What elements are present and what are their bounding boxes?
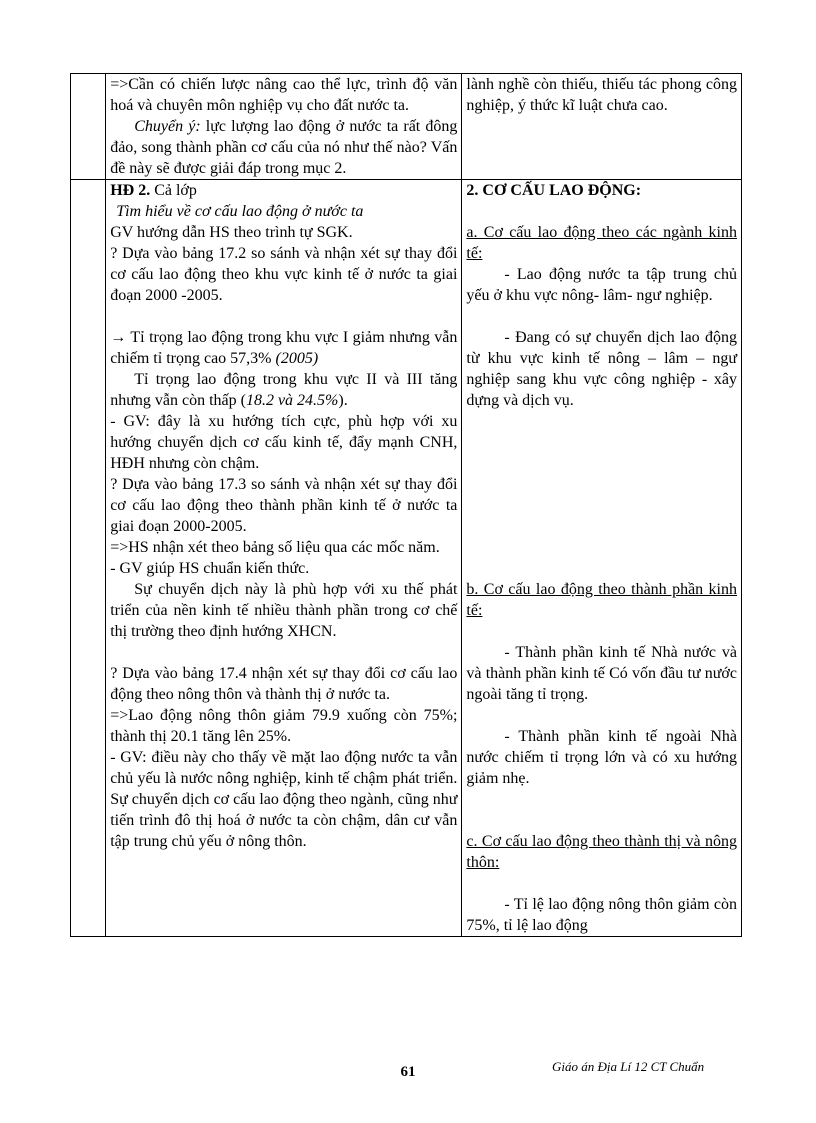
activity-cell xyxy=(106,74,462,180)
subsection-a-point-2: - Đang có sự chuyển dịch lao động từ khu vực kinh tế nông – lâm – ngư nghiệp sang khu vực công nghiệp - xây dựng và dịch vụ. xyxy=(466,329,737,409)
table-row xyxy=(71,180,742,937)
content-cell xyxy=(462,180,742,937)
document-title: Giáo án Địa Lí 12 CT Chuẩn xyxy=(552,1059,705,1074)
subsection-c-point-1: - Tỉ lệ lao động nông thôn giảm còn 75%, tỉ lệ lao động xyxy=(466,896,737,934)
answer-1b-values: 18.2 và 24.5% xyxy=(245,392,339,409)
transition-text: lực lượng lao động ở nước ta rất đông đảo, song thành phần cơ cấu của nó như thế nào? Vấn đề này sẽ được giải đáp trong mục 2. xyxy=(110,118,458,177)
teacher-note-1: - GV: đây là xu hướng tích cực, phù hợp với xu hướng chuyển dịch cơ cấu kinh tế, đẩy mạnh CNH, HĐH nhưng còn chậm. xyxy=(110,413,458,472)
subsection-c-title: c. Cơ cấu lao động theo thành thị và nông thôn: xyxy=(466,833,737,871)
question-3: ? Dựa vào bảng 17.4 nhận xét sự thay đổi cơ cấu lao động theo nông thôn và thành thị ở nước ta. xyxy=(110,665,458,703)
explanation-paragraph: Sự chuyển dịch này là phù hợp với xu thế phát triển của nền kinh tế nhiều thành phần trong cơ chế thị trường theo định hướng XHCN. xyxy=(110,581,458,640)
section-heading: 2. CƠ CẤU LAO ĐỘNG: xyxy=(466,182,642,199)
content-text: lành nghề còn thiếu, thiếu tác phong công nghiệp, ý thức kĩ luật chưa cao. xyxy=(466,76,737,114)
teacher-note-2: - GV giúp HS chuẩn kiến thức. xyxy=(110,560,310,577)
question-2: ? Dựa vào bảng 17.3 so sánh và nhận xét sự thay đổi cơ cấu lao động theo thành phần kinh tế ở nước ta giai đoạn 2000-2005. xyxy=(110,476,458,535)
answer-1b-text: Tỉ trọng lao động trong khu vực II và III tăng nhưng vẫn còn thấp ( xyxy=(110,371,458,409)
answer-1-text: → Tỉ trọng lao động trong khu vực I giảm nhưng vẫn chiếm tỉ trọng cao 57,3% xyxy=(110,329,458,367)
activity-mode: Cả lớp xyxy=(150,182,197,199)
empty-cell xyxy=(71,74,106,180)
page-number: 61 xyxy=(400,1064,416,1080)
answer-3: =>Lao động nông thôn giảm 79.9 xuống còn 75%; thành thị 20.1 tăng lên 25%. xyxy=(110,707,458,745)
answer-2: =>HS nhận xét theo bảng số liệu qua các mốc năm. xyxy=(110,539,440,556)
subsection-a-point-1: - Lao động nước ta tập trung chủ yếu ở khu vực nông- lâm- ngư nghiệp. xyxy=(466,266,737,304)
activity-subtitle: Tìm hiểu về cơ cấu lao động ở nước ta xyxy=(116,203,364,220)
conclusion-text: =>Cần có chiến lược nâng cao thể lực, trình độ văn hoá và chuyên môn nghiệp vụ cho đất nước ta. xyxy=(110,76,458,114)
answer-1b-end: ). xyxy=(338,392,348,409)
subsection-b-point-2: - Thành phần kinh tế ngoài Nhà nước chiếm tỉ trọng lớn và có xu hướng giảm nhẹ. xyxy=(466,728,737,787)
activity-label: HĐ 2. xyxy=(110,182,151,199)
question-1: ? Dựa vào bảng 17.2 so sánh và nhận xét sự thay đổi cơ cấu lao động theo khu vực kinh tế ở nước ta giai đoạn 2000 -2005. xyxy=(110,245,458,304)
activity-heading xyxy=(110,180,457,201)
answer-1-year: (2005) xyxy=(275,350,319,367)
subsection-b-title: b. Cơ cấu lao động theo thành phần kinh tế: xyxy=(466,581,737,619)
empty-cell xyxy=(71,180,106,937)
subsection-a-title: a. Cơ cấu lao động theo các ngành kinh tế: xyxy=(466,224,737,262)
transition-paragraph xyxy=(110,116,457,179)
table-row xyxy=(71,74,742,180)
activity-cell xyxy=(106,180,462,937)
answer-1b xyxy=(110,369,457,411)
teacher-guide: GV hướng dẫn HS theo trình tự SGK. xyxy=(110,224,353,241)
lesson-table xyxy=(70,73,742,937)
transition-label: Chuyển ý: xyxy=(134,118,201,135)
subsection-b-point-1: - Thành phần kinh tế Nhà nước và và thành phần kinh tế Có vốn đầu tư nước ngoài tăng tỉ trọng. xyxy=(466,644,737,703)
content-cell xyxy=(462,74,742,180)
answer-1 xyxy=(110,327,457,369)
teacher-note-3: - GV: điều này cho thấy về mặt lao động nước ta vẫn chủ yếu là nước nông nghiệp, kinh tế chậm phát triển. Sự chuyển dịch cơ cấu lao động theo ngành, cũng như tiến trình đô thị hoá ở nước ta còn chậm, dân cư vẫn tập trung chủ yếu ở nông thôn. xyxy=(110,749,458,850)
